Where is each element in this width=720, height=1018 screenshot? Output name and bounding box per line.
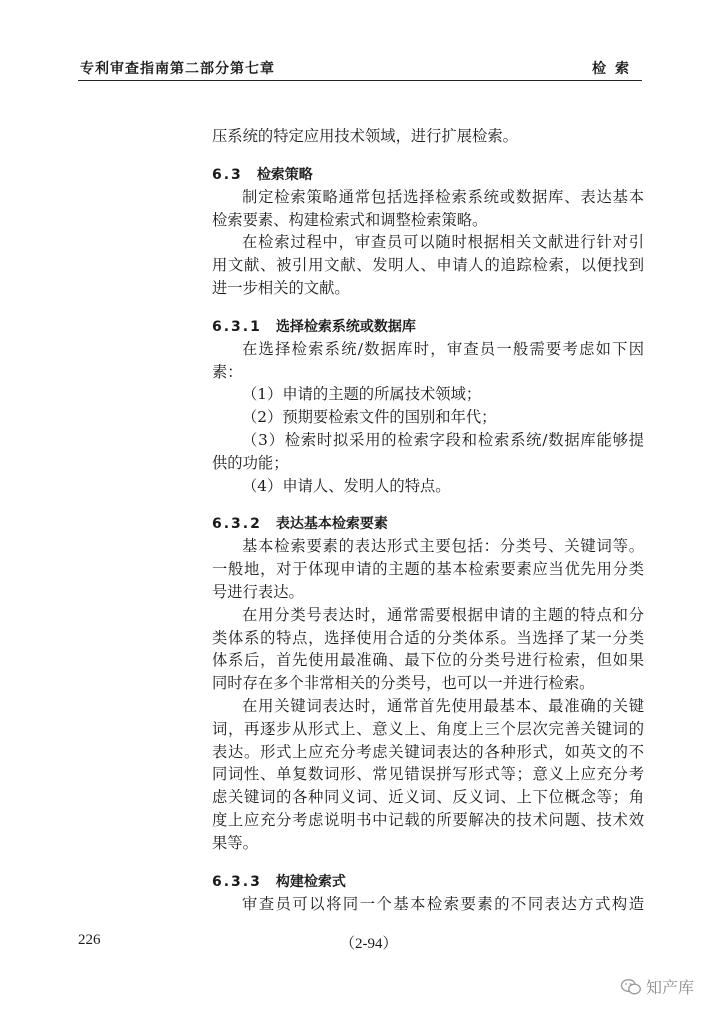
list-item: （4）申请人、发明人的特点。 [242,476,451,495]
body-line: 制定检索策略通常包括选择检索系统或数据库、表达基本 [242,187,644,206]
body-line: 号进行表达。 [212,582,304,601]
page-body [212,125,644,915]
watermark-text: 知产库 [646,978,695,997]
running-header [78,58,642,81]
section-page-code: （2-94） [340,936,398,952]
body-line: 表达。形式上应充分考虑关键词表达的各种形式，如英文的不 [212,742,644,761]
heading-number: 6.3.3 [212,873,262,890]
body-line: 进一步相关的文献。 [212,278,350,297]
heading-number: 6.3.1 [212,318,262,335]
page-number: 226 [78,932,101,948]
body-line: 同时存在多个非常相关的分类号，也可以一并进行检索。 [212,674,595,693]
list-item-continuation: 供的功能； [212,453,289,472]
body-line: 压系统的特定应用技术领域，进行扩展检索。 [212,127,518,145]
body-line: 度上应充分考虑说明书中记载的所要解决的技术问题、技术效 [212,810,644,829]
heading-title: 构建检索式 [275,873,346,890]
header-section-title: 检索 [592,61,638,77]
section-heading-6-3 [212,164,644,186]
heading-number: 6.3.2 [212,516,262,533]
body-line: 基本检索要素的表达形式主要包括：分类号、关键词等。 [242,537,644,556]
body-line: 词，再逐步从形式上、意义上、角度上三个层次完善关键词的 [212,719,644,738]
body-line: 审查员可以将同一个基本检索要素的不同表达方式构造 [242,894,644,913]
list-item: （3）检索时拟采用的检索字段和检索系统/数据库能够提 [242,430,644,449]
body-line: 一般地，对于体现申请的主题的基本检索要素应当优先用分类 [212,560,644,579]
header-chapter-title: 专利审查指南第二部分第七章 [80,61,275,77]
list-item: （2）预期要检索文件的国别和年代； [242,408,497,427]
list-item: （1）申请的主题的所属技术领域； [242,385,482,404]
heading-title: 检索策略 [256,166,313,183]
heading-title: 选择检索系统或数据库 [275,318,416,335]
section-heading-6-3-3 [212,871,644,893]
body-line: 在选择检索系统/数据库时，审查员一般需要考虑如下因 [242,339,644,358]
watermark [620,975,694,998]
body-line: 在检索过程中，审查员可以随时根据相关文献进行针对引 [242,233,644,252]
body-line: 虑关键词的各种同义词、近义词、反义词、上下位概念等；角 [212,788,644,807]
body-line: 检索要素、构建检索式和调整检索策略。 [212,210,488,229]
body-line: 果等。 [212,833,258,852]
heading-number: 6.3 [212,166,243,183]
body-line: 同词性、单复数词形、常见错误拼写形式等；意义上应充分考 [212,765,644,784]
body-line: 体系后，首先使用最准确、最下位的分类号进行检索，但如果 [212,651,644,670]
section-heading-6-3-1 [212,316,644,338]
wechat-icon [620,978,642,996]
body-line: 在用关键词表达时，通常首先使用最基本、最准确的关键 [242,696,644,715]
heading-title: 表达基本检索要素 [275,516,388,533]
body-line: 在用分类号表达时，通常需要根据申请的主题的特点和分 [242,605,644,624]
body-line: 类体系的特点，选择使用合适的分类体系。当选择了某一分类 [212,628,644,647]
body-line: 素： [212,362,243,381]
section-heading-6-3-2 [212,513,644,535]
body-line: 用文献、被引用文献、发明人、申请人的追踪检索，以便找到 [212,256,644,275]
